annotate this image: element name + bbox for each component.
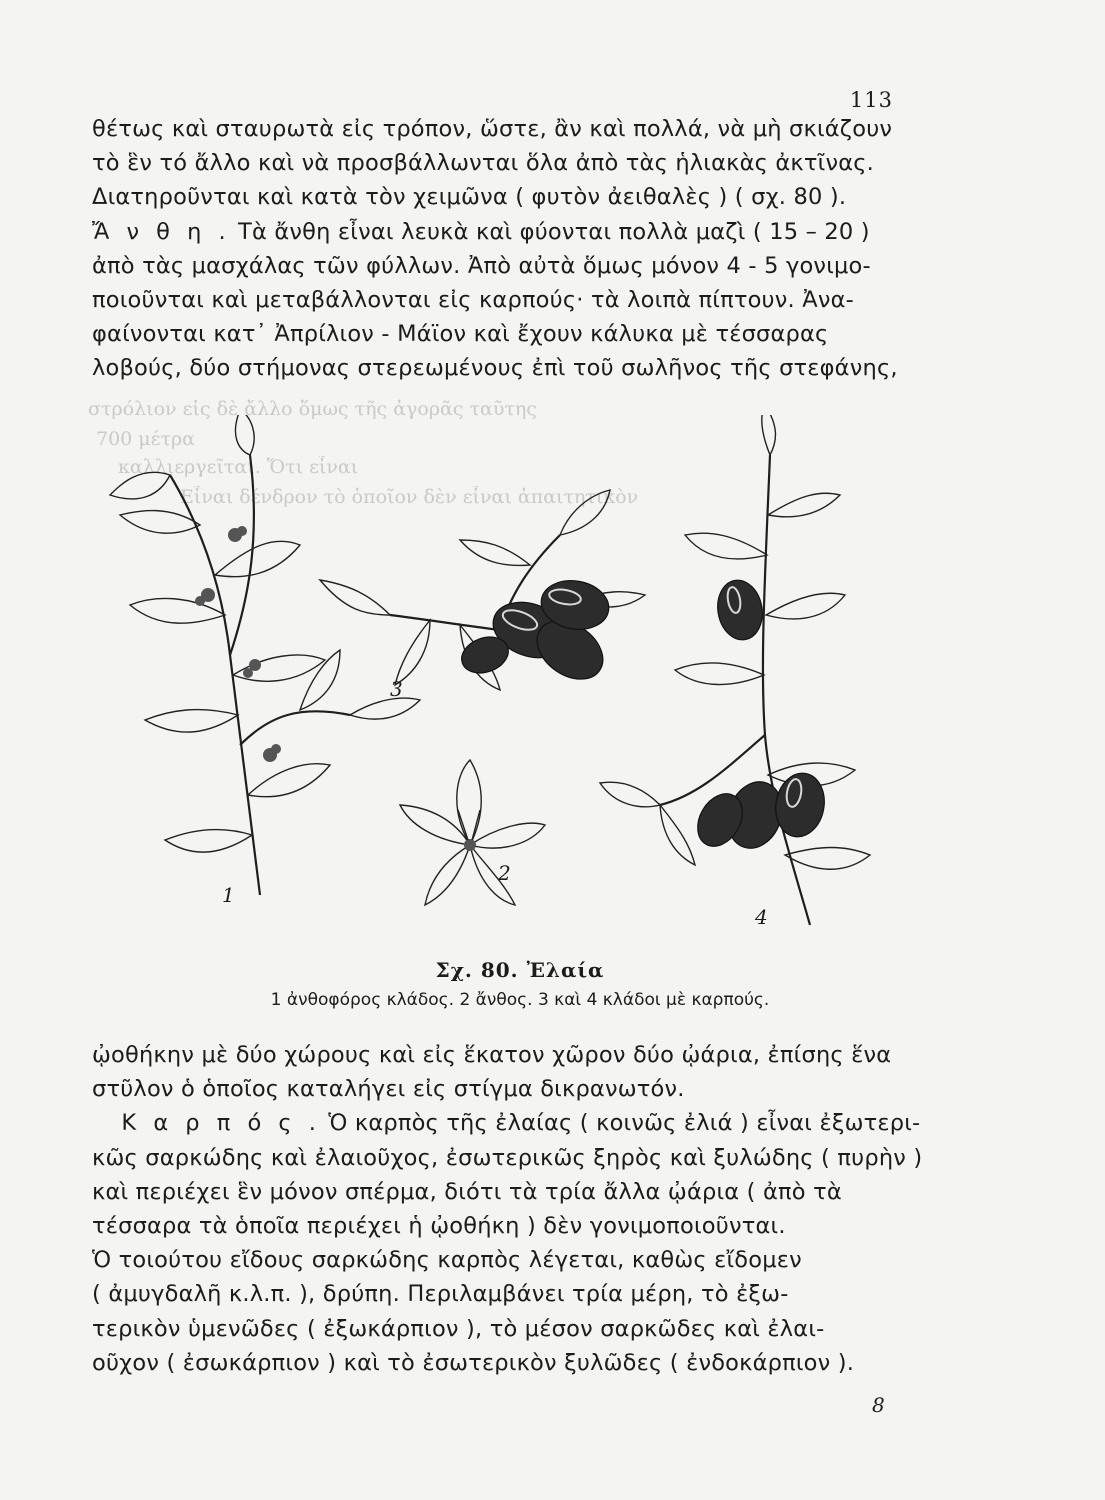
page-number: 113: [849, 88, 893, 112]
text-line: Ὁ τοιούτου εἴδους σαρκώδης καρπὸς λέγεται, καθὼς εἴδομεν: [92, 1247, 802, 1274]
text-line: τὸ ἓν τό ἄλλο καὶ νὰ προσβάλλωνται ὅλα ἀπὸ τὰς ἡλιακὰς ἀκτῖνας.: [92, 150, 875, 177]
text-line: ποιοῦνται καὶ μεταβάλλονται εἰς καρπούς· τὰ λοιπὰ πίπτουν. Ἀνα-: [92, 286, 854, 313]
text-line-with-heading: [92, 215, 928, 249]
text-line: κῶς σαρκώδης καὶ ἐλαιοῦχος, ἐσωτερικῶς ξηρὸς καὶ ξυλώδης ( πυρὴν ): [92, 1144, 923, 1171]
figure-caption-title: Σχ. 80. Ἐλαία: [435, 958, 605, 982]
signature-mark: 8: [872, 1393, 885, 1417]
top-paragraph: [92, 112, 928, 386]
show-through-line: 700 μέτρα: [96, 428, 196, 450]
olive-illustration: [100, 415, 930, 975]
bottom-paragraph: [92, 1038, 928, 1380]
show-through-line: Εἶναι δένδρον τὸ ὁποῖον δὲν εἶναι ἀπαιτητικὸν: [180, 486, 639, 508]
figure-label-4: 4: [755, 905, 768, 929]
figure-label-1: 1: [222, 883, 235, 907]
text-line: ᾠοθήκην μὲ δύο χώρους καὶ εἰς ἕκατον χῶρον δύο ᾠάρια, ἐπίσης ἕνα: [92, 1042, 892, 1068]
text-line: Ὁ καρπὸς τῆς ἐλαίας ( κοινῶς ἐλιά ) εἶναι ἐξωτερι-: [328, 1110, 921, 1137]
text-line: ( ἀμυγδαλῆ κ.λ.π. ), δρύπη. Περιλαμβάνει τρία μέρη, τὸ ἐξω-: [92, 1281, 789, 1308]
flowers-heading: Ἄ ν θ η .: [92, 218, 231, 245]
fruiting-branch-3: [320, 490, 645, 691]
text-line: καὶ περιέχει ἓν μόνον σπέρμα, διότι τὰ τρία ἄλλα ᾠάρια ( ἀπὸ τὰ: [92, 1178, 842, 1205]
flowering-branch-1: [110, 415, 420, 895]
text-line: στῦλον ὁ ὁποῖος καταλήγει εἰς στίγμα δικρανωτόν.: [92, 1076, 685, 1103]
text-line: τέσσαρα τὰ ὁποῖα περιέχει ἡ ᾠοθήκη ) δὲν γονιμοποιοῦνται.: [92, 1212, 786, 1239]
text-line: φαίνονται κατ᾽ Ἀπρίλιον - Μάϊον καὶ ἔχουν κάλυκα μὲ τέσσαρας: [92, 321, 829, 348]
olive-flower-2: [400, 760, 545, 905]
text-line: οῦχον ( ἐσωκάρπιον ) καὶ τὸ ἐσωτερικὸν ξυλῶδες ( ἐνδοκάρπιον ).: [92, 1349, 855, 1376]
show-through-line: στρόλιον εἰς δὲ ἄλλο ὅμως τῆς ἀγορᾶς ταῦτης: [88, 398, 537, 420]
text-line: θέτως καὶ σταυρωτὰ εἰς τρόπον, ὥστε, ἂν καὶ πολλά, νὰ μὴ σκιάζουν: [92, 116, 893, 142]
text-line: Διατηροῦνται καὶ κατὰ τὸν χειμῶνα ( φυτὸν ἀειθαλὲς ) ( σχ. 80 ).: [92, 184, 847, 211]
fruit-heading: Κ α ρ π ό ς .: [121, 1110, 321, 1137]
text-line: τερικὸν ὑμενῶδες ( ἐξωκάρπιον ), τὸ μέσον σαρκῶδες καὶ ἐλαι-: [92, 1315, 825, 1342]
text-line: ἀπὸ τὰς μασχάλας τῶν φύλλων. Ἀπὸ αὐτὰ ὅμως μόνον 4 - 5 γονιμο-: [92, 252, 871, 279]
figure-caption-text: 1 ἀνθοφόρος κλάδος. 2 ἄνθος. 3 καὶ 4 κλάδοι μὲ καρπούς.: [270, 990, 770, 1010]
figure-label-2: 2: [498, 861, 511, 885]
show-through-line: καλλιεργεῖται. Ὅτι εἶναι: [118, 456, 359, 478]
text-line: Τὰ ἄνθη εἶναι λευκὰ καὶ φύονται πολλὰ μαζὶ ( 15 – 20 ): [238, 218, 870, 245]
text-line: λοβούς, δύο στήμονας στερεωμένους ἐπὶ τοῦ σωλῆνος τῆς στεφάνης,: [92, 355, 898, 382]
fruiting-branch-4: [600, 415, 870, 925]
olive-branches-drawing: [100, 415, 930, 955]
figure-label-3: 3: [390, 677, 403, 701]
text-line-with-heading: [92, 1106, 928, 1140]
